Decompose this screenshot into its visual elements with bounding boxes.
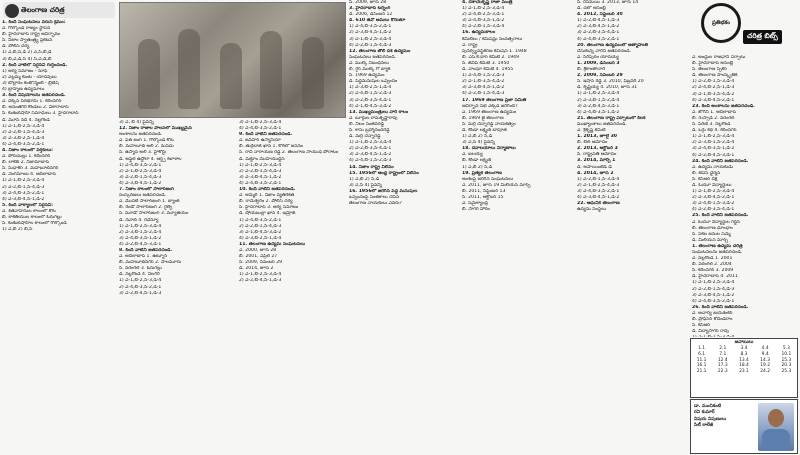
- column-line: 4) ఎ-2,బి-4,సి-3,డి-1: [692, 152, 735, 158]
- column-line: 3) ఎ-4,బి-3,సి-1,డి-2: [692, 146, 735, 152]
- column-line: 3) ఎ-3,బి-4,సి-1,డి-2: [462, 85, 505, 91]
- answer-cell: 22.3: [717, 369, 728, 375]
- column-line: ఎ. ఫత్ జంగ్ 1. గోల్కొండ కోట: [119, 138, 174, 144]
- answers-title: జవాబులు: [734, 340, 754, 345]
- column-line: ఎ. ముల్కీ నిబంధనలు: [349, 60, 389, 66]
- column-line: 2) ఎ-4,బి-1,సి-2,డి-3: [349, 91, 392, 97]
- answer-cell: 18.4: [739, 363, 749, 369]
- column-line: ముఖ్యాంశాలు జతపరచండి.: [577, 121, 627, 127]
- text-column-7: [690, 55, 800, 337]
- column-line: ఎ. అమ్మిరి 1. నిజాం వ్యతిరేకత: [239, 193, 295, 199]
- column-line: 1. కింది సంఘటనలు వరుస క్రమం:: [2, 20, 66, 25]
- column-line: బి. జేఏసీ ఛైర్మన్: [692, 170, 721, 176]
- column-line: 22. ఆధునిక తెలంగాణ: [577, 201, 620, 207]
- column-line: డి. నల్లగొండ 4. నీలగిరి: [119, 272, 160, 278]
- column-line: ఎ. ఆదిలాబాద్ 1. ఉట్నూర్: [119, 254, 168, 260]
- column-line: 2) ఎ-3,బి-1,సి-2,డి-4: [119, 229, 162, 235]
- author-box: [690, 399, 798, 454]
- column-line: 4) ఎ-3,బి-2,సి-1,డి-4: [239, 235, 282, 241]
- column-line: బి. కొండా లక్ష్మణ్: [462, 158, 492, 164]
- column-line: ఎ. అంధ్రుల రాజధాని ఏర్పాటు: [692, 55, 746, 60]
- column-line: ఉద్యమ సంస్థలు: [577, 207, 606, 213]
- column-line: సి. మర్రి చెన్నారెడ్డి నాయకత్వం: [462, 121, 516, 127]
- column-line: బి. మహబూబ్ అలీ 2. మసీదు: [119, 144, 174, 150]
- column-line: డి. అఫ్జల్ ఉద్దౌలా 4. ఆర్ట్స్ కళాశాల: [119, 156, 182, 162]
- column-line: 3) ఎ-2,బి-3,సి-4,డి-1: [349, 97, 392, 103]
- column-line: ఎ. సిరిపురం యాదయ్య: [577, 54, 619, 60]
- answer-cell: 5.3: [782, 346, 790, 351]
- column-line: డి. అపాయింటెడ్ డే: [577, 164, 612, 170]
- column-line: 2) ఎ-3,బి-4,సి-1,డి-2: [577, 24, 620, 30]
- column-line: 3) ఎ-4,బి-3,సి-1,డి-2: [462, 18, 505, 24]
- column-line: బి. శ్రీకాంతాచారి: [577, 67, 606, 73]
- column-line: సి. కుతుబ్‌షాహీల కాలంలో గోల్కొండ: [2, 221, 67, 227]
- column-line: 1) ఎ,బి 2) సి,డి: [462, 134, 493, 140]
- column-line: 3) ఎ-1,బి-2,సి-3,డి-4: [349, 36, 392, 42]
- column-line: డి. కొండా లక్ష్మణ్ బాపూజీ: [462, 127, 507, 133]
- column-line: 1) ఎ-1,బి-2,సి-3,డి-4: [692, 280, 735, 286]
- column-line: 2) ఎ-1,బి-3,సి-4,డి-2: [462, 79, 505, 85]
- section-tag: [3, 2, 115, 18]
- column-line: 1) ఎ,బి 2) సి,డి: [462, 164, 493, 170]
- column-line: బి. గుస్సాడి 2. వరంగల్: [692, 115, 735, 121]
- column-line: సంఘటనలు జతపరచండి.: [349, 54, 397, 60]
- column-line: 8. కింది వాటిని జతపరచండి.: [119, 247, 173, 253]
- column-line: కమిటీలు / కమిషన్లు సంవత్సరాలు: [462, 36, 523, 42]
- column-line: సి. కరీంనగర్ 3. 2009: [692, 268, 734, 274]
- column-line: బి. అనంతగిరి కొండలు 2. వికారాబాద్: [2, 105, 69, 111]
- column-line: 4. 2012, సెప్టెంబర్ 30: [577, 12, 623, 18]
- column-line: 21. తెలంగాణ రాష్ట్ర ఏర్పాటులో కీలక: [577, 115, 646, 121]
- column-line: 3) ఎ,సి 4) పైవన్నీ: [462, 140, 496, 146]
- column-line: 3) ఎ-2,బి-3,సి-4,డి-1: [577, 30, 620, 36]
- column-line: 3) ఎ-1,బి-2,సి-3,డి-4: [239, 120, 282, 125]
- column-line: 14. నిజాం రాష్ట్ర విలీనం: [349, 164, 394, 170]
- column-line: పునర్వ్యవస్థీకరణ కమిషన్ 1. 1948: [462, 48, 527, 54]
- column-line: 2. కింది వాటిలో సరైనవి గుర్తించండి.: [2, 62, 68, 68]
- answers-box: [690, 338, 798, 398]
- answer-cell: 3.4: [740, 346, 748, 351]
- column-line: 2) ఎ-2,బి-1,సి-4,డి-3: [2, 129, 45, 135]
- column-line: ఎ. బూర్గుల రామకృష్ణారావు: [349, 115, 398, 121]
- text-column-2: [117, 120, 237, 455]
- column-line: 3) ఎ-3,బి-4,సి-1,డి-2: [349, 152, 392, 158]
- column-line: డి. మక్దూం మొహియుద్దీన్: [239, 156, 285, 162]
- column-line: ఆవిర్భావ సభ ఎక్కడ జరిగింది?: [462, 103, 518, 109]
- column-line: సి. 2009, జూన్ 28: [349, 0, 387, 5]
- column-line: 12. నిజాం రాజుల పాలనలో ముఖ్యమైన: [119, 126, 192, 132]
- column-line: 4) ఎ-4,బి-3,సి-1,డి-2: [577, 109, 620, 115]
- column-line: డి. కృష్ణయ్య 4. 2010, జూన్ 31: [577, 85, 638, 91]
- column-line: ఎ. గోల్కొండ రాజ్యం స్థాపన: [2, 26, 51, 32]
- column-line: 1) ఎ-4,బి-3,సి-2,డి-1: [349, 24, 392, 30]
- column-line: 12. తెలంగాణ తొలి దశ ఉద్యమం: [349, 48, 411, 54]
- column-line: సి. హైదరాబాద్ 3. ఆర్య సమాజం: [239, 205, 299, 211]
- column-line: 4) ఎ-2,బి-1,సి-4,డి-3: [349, 42, 392, 48]
- column-line: 1) ఎ-1,బి-2,సి-3,డి-4: [119, 278, 162, 284]
- column-line: డి. పోలీస్ చర్య: [2, 44, 30, 50]
- column-line: 3) ఎ-4,బి-3,సి-1,డి-2: [119, 235, 162, 241]
- answer-cell: 21.1: [696, 369, 707, 375]
- column-line: సి. తెలంగాణ స్పీకర్: [692, 67, 727, 73]
- author-line: సిటీ కాలేజీ: [694, 423, 713, 429]
- column-line: 1) ఎ-1,బి-2,సి-3,డి-4: [692, 189, 735, 195]
- column-line: 4) ఎ-4,బి-3,సి-2,డి-1: [2, 141, 45, 147]
- section-tag-label: తెలంగాణ చరిత్ర: [21, 6, 65, 14]
- column-line: ఎ. ఆచార్య జయశంకర్: [692, 310, 733, 316]
- column-line: 23. కింది అంశాలను జతపరచండి.: [692, 103, 755, 109]
- column-line: 18. దేవాలయాలు నిర్మాణాలు: [462, 146, 516, 152]
- carved-figure: [302, 37, 324, 109]
- column-line: బి. 2001, ఏప్రిల్ 27: [239, 254, 278, 260]
- author-line: రవి కుమార్: [694, 410, 715, 416]
- answer-cell: 16.1: [696, 363, 707, 369]
- column-line: 4. 610 జీవో అమలు కోరుతూ: [349, 18, 406, 24]
- column-line: బి. ప్రొఫెసర్ కోదండరాం: [692, 317, 733, 323]
- author-face: [768, 409, 784, 427]
- column-line: 4) బ్రాహ్మణ ఉద్యమాలు: [2, 87, 45, 93]
- column-line: సి. కుతుబ్‌షాహీ సమాధులు 3. హైదరాబాద్: [2, 111, 79, 117]
- column-line: ఎ. 2000, జూన్ 28: [239, 247, 277, 253]
- column-line: 4) ఎ-1,బి-4,సి-3,డి-2: [349, 103, 392, 109]
- column-line: ఎ. సమైక్యాంధ్ర: [462, 201, 488, 207]
- column-line: 2) ఎ-2,బి-1,సి-4,డి-3: [239, 223, 282, 229]
- column-line: డి. చలో అసెంబ్లీ: [577, 6, 606, 12]
- column-line: 1) ఎ-4,బి-1,సి-2,డి-3: [462, 73, 505, 79]
- carved-figure: [260, 31, 282, 109]
- column-line: 2) ఎ-2,బి-3,సి-4,డి-1: [349, 146, 392, 152]
- column-line: 3) ఎ-4,బి-3,సి-2,డి-1: [577, 188, 620, 194]
- column-line: బి. తుర్రేబాజ్ ఖాన్ 1. కోఠిలో జననం: [239, 144, 303, 150]
- column-line: డి. మర్రి చెన్నారెడ్డి: [349, 134, 381, 140]
- column-line: 1) ఎ-2,బి-4,సి-1,డి-3: [577, 18, 620, 24]
- column-line: 2) ఎ-3,బి-4,సి-2,డి-1: [692, 195, 735, 201]
- column-line: 4) ఎ-4,బి-3,సి-2,డి-1: [239, 180, 282, 186]
- column-line: 2) ఎ-4,బి-2,సి-3,డి-1: [462, 12, 505, 18]
- column-line: సి. సుధాకర్ 3. మహబూబ్‌నగర్: [2, 166, 59, 172]
- text-column-5: [460, 0, 575, 455]
- column-line: 3) ఎ, బి 4) పైవన్నీ: [119, 120, 154, 125]
- answer-cell: 12.4: [717, 357, 728, 363]
- author-photo: [758, 403, 794, 451]
- column-line: ఎ. పోరుమల్లు 1. కరీంనగర్: [2, 154, 51, 160]
- answer-cell: 9.4: [761, 351, 769, 357]
- column-line: 2) ఎ-4,బి-3,సి-2,డి-1: [119, 284, 162, 290]
- column-line: 4) ఎ-3,బి-4,సి-2,డి-1: [692, 97, 735, 103]
- column-line: 4. దేశాయ్‌కృష్ణ రాజా మంత్రి: [462, 0, 513, 5]
- sculpture-photo: [119, 2, 346, 118]
- column-line: సి. కేసీఆర్: [692, 323, 711, 329]
- column-line: ఎ. రాష్ట్ర: [462, 42, 478, 48]
- column-line: 4) ఎ-4,బి-3,సి-2,డి-1: [239, 126, 282, 132]
- answer-cell: 10.1: [781, 351, 792, 357]
- column-line: 4. 2014, జూన్ 2: [577, 170, 614, 176]
- column-line: 2) ఎ-2,బి-1,సి-4,డి-3: [692, 286, 735, 292]
- answer-cell: 17.3: [717, 363, 728, 369]
- column-line: 2) ఎ-2,బి-1,సి-4,డి-3: [2, 184, 45, 190]
- column-line: 4) ఎ-2,బి-4,సి-3,డి-1: [119, 241, 162, 247]
- column-line: సి. వరంగల్ 3. ఓరుగల్లు: [119, 266, 162, 272]
- column-line: ఎ. ఐలయ్య: [462, 152, 483, 158]
- column-line: డి. తెలంగాణ సాంస్కృతిక: [692, 73, 738, 79]
- column-line: 3. హైదరాబాద్ టర్నింగ్: [349, 6, 391, 12]
- answer-cell: 6.1: [698, 351, 706, 357]
- column-line: అంశాలను జతపరచండి.: [119, 132, 163, 138]
- column-line: 3) ఎ-1,బి-4,సి-3,డి-2: [239, 229, 282, 235]
- brand-title: చరిత్ర బిట్స్: [743, 30, 782, 44]
- column-line: 4) ఎ-4,బి-1,సి-2,డి-3: [349, 158, 392, 164]
- answer-cell: 11.1: [696, 357, 707, 363]
- column-line: బి. బిల్ ఆమోదం: [577, 140, 608, 146]
- brand-block: [693, 0, 798, 52]
- column-line: 3) ఎ-4,బి-1,సి-3,డి-2: [692, 201, 735, 207]
- column-line: డి. వాంఛూ కమిటీ 4. 1955: [462, 67, 514, 73]
- column-line: 26. కింది వాటిని జతపరచండి.: [692, 304, 749, 310]
- column-line: ఎ. ఉద్యమ నాయకుడు: [692, 164, 734, 170]
- column-line: 3) ఎ-1,బి-3,సి-4,డి-2: [692, 91, 735, 97]
- column-line: 16. 1956లో జరిగిన పెద్ద మనుషుల: [349, 188, 418, 194]
- column-line: బి. కాకతీయుల కాలంలో ఓరుగల్లు: [2, 215, 62, 220]
- column-line: ఎ. నల్లగొండ 1. 2001: [692, 256, 733, 262]
- column-line: బి. మహబూబ్‌నగర్ 2. పాలమూరు: [119, 260, 182, 266]
- text-column-6: [575, 0, 690, 455]
- answer-cell: 15.3: [781, 357, 792, 363]
- column-line: 1) ఎ-1,బి-2,సి-3,డి-4: [462, 6, 505, 12]
- column-line: 3) ఎ-2,బి-1,సి-4,డి-3: [119, 174, 162, 180]
- answer-cell: 4.4: [761, 346, 769, 351]
- answer-cell: 20.3: [781, 363, 792, 369]
- column-line: 1) ఎ,బి 2) బి,సి: [2, 227, 33, 233]
- answers-row: [691, 369, 797, 375]
- column-line: 4) ఎ-4,బి-3,సి-2,డి-1: [577, 36, 620, 42]
- column-line: సి. ఉస్మాన్ అలీ 3. హైకోర్టు: [119, 150, 167, 156]
- column-line: బి. ఎస్.కె.థార్ కమిటీ 2. 1949: [462, 54, 520, 60]
- column-line: 2) ఎ-1,బి-2,సి-4,డి-3: [577, 182, 620, 188]
- column-line: బి. హైదరాబాద్ రాష్ట్ర ఆవిర్భావం: [2, 32, 60, 38]
- column-line: ఎ. శతవాహనుల కాలంలో కోట: [2, 208, 56, 214]
- column-line: సి. రావి నారాయణ రెడ్డి 2. తెలంగాణ సాయుధ పోరాటం: [239, 150, 339, 156]
- column-line: డి. పెద్దమనుషుల ఒప్పందం: [349, 79, 398, 85]
- column-line: సి. జేవీపీ కమిటీ 3. 1950: [462, 60, 510, 66]
- column-line: 1) ఎ,బి,సి,డి 2) ఎ,సి,బి,డి: [2, 50, 52, 56]
- column-line: 1) ఎ-1,బి-2,సి-3,డి-4: [349, 140, 392, 146]
- column-line: 7. నిజాం కాలంలో సాలార్‌జంగ్: [119, 187, 174, 193]
- column-line: 3) ఎ-2,బి-4,సి-1,డి-3: [119, 290, 162, 296]
- column-line: డి. ఒగ్గు కథ 4. కరీంనగర్: [692, 128, 737, 134]
- column-line: 20. తెలంగాణ ఉద్యమంలో ఆత్మాహుతి: [577, 42, 648, 48]
- column-line: సి. కేసీఆర్ దీక్ష: [692, 176, 718, 182]
- carved-figure: [138, 39, 160, 109]
- column-line: 3) ఎ-4,బి-3,సి-2,డి-1: [2, 190, 45, 196]
- column-line: 1) ఎ-1,బి-2,సి-3,డి-4: [2, 178, 45, 184]
- column-line: డి. ఓయూ విద్యార్థులు: [692, 182, 732, 188]
- column-line: సి. మూడో సాలార్‌జంగ్ 3. మ్యూజియం: [119, 211, 189, 217]
- column-line: 2) ఎ-2,బి-4,సి-1,డి-3: [239, 278, 282, 284]
- column-line: 1) ఎ-1,బి-2,సి-3,డి-4: [239, 272, 282, 278]
- column-line: చేసుకున్న వారిని జతపరచండి.: [577, 48, 632, 54]
- column-line: 4) ఎ-3,బి-4,సి-1,డి-2: [577, 195, 620, 200]
- column-line: 1) ఎ-2,బి-1,సి-3,డి-4: [577, 176, 620, 182]
- answer-cell: 23.1: [739, 369, 749, 375]
- column-line: బి. వరంగల్ 2. 2004: [692, 262, 732, 268]
- column-line: 4) ఎ-2,బి-1,సి-4,డి-3: [462, 91, 505, 97]
- column-line: 1) ఎ-1,బి-2,సి-3,డి-4: [2, 123, 45, 129]
- column-line: 3) బొల్లారం కంటోన్మెంట్ - బ్రిటిష్: [2, 80, 59, 86]
- brand-ring: ప్రతిభకం: [701, 3, 741, 43]
- column-line: 3) బి,ఎ,డి,సి 4) సి,ఎ,డి,బి: [2, 56, 52, 62]
- column-line: 1) ఎ-1,బి-2,సి-3,డి-4: [119, 223, 162, 229]
- column-line: 2) ఎ-3,బి-1,సి-2,డి-4: [577, 97, 620, 103]
- answer-cell: 14.3: [760, 357, 771, 363]
- column-line: 13. ముఖ్యమంత్రులు వారి కాలం: [349, 109, 409, 115]
- column-line: 4) ఎ-2,బి-1,సి-3,డి-4: [462, 24, 505, 30]
- column-line: బి. రెండో సాలార్‌జంగ్ 2. రైల్వే: [119, 205, 173, 211]
- column-line: 2. 2013, అక్టోబర్ 3: [577, 146, 618, 152]
- column-line: డి. 2014, జూన్ 2: [239, 266, 274, 272]
- answer-cell: 7.1: [719, 351, 727, 357]
- carved-figure: [178, 29, 200, 109]
- column-line: తెలంగాణ నాయకులు ఎవరు?: [349, 201, 402, 207]
- column-line: 2) ఎ-1,బి-2,సి-3,డి-4: [119, 168, 162, 174]
- column-line: బి. సాగర హారం: [462, 207, 490, 213]
- answer-cell: 13.4: [739, 357, 749, 363]
- column-line: బి. రామేశ్వరం 2. పోలీస్ చర్య: [239, 199, 293, 205]
- column-line: 3) ఎ-3,బి-4,సి-1,డి-2: [239, 174, 282, 180]
- column-line: డి. హైదరాబాద్ 4. 2011: [692, 274, 738, 280]
- column-line: 1) ఎ-1,బి-2,సి-3,డి-4: [577, 91, 620, 97]
- column-line: డి. షోయబుల్లా ఖాన్ 4. ఇమ్రోజ్: [239, 211, 296, 217]
- column-line: 17. 1969 తెలంగాణ ప్రజా సమితి: [462, 97, 527, 103]
- column-line: 9. కింది వాటిని జతపరచండి.: [239, 132, 293, 138]
- column-line: 10. కింది వాటిని జతపరచండి.: [239, 187, 296, 193]
- column-line: 1) ఎ-1,బి-2,సి-3,డి-4: [239, 162, 282, 168]
- column-line: డి. వెంగమాంబ 4. ఆదిలాబాద్: [2, 172, 56, 178]
- column-line: 4) ఎ-2,బి-3,సి-4,డి-1: [692, 207, 735, 213]
- column-line: 5. కింది వాక్యాలలో సరైనవి:: [2, 202, 53, 208]
- column-line: 1. 2009, డిసెంబర్ 3: [577, 60, 620, 66]
- column-line: 16. ఉద్యమకాలం: [462, 30, 496, 36]
- column-line: సి. పేరిణి 3. నల్లగొండ: [692, 122, 731, 128]
- column-line: 1. తెలంగాణ ఉద్యమ చరిత్ర: [692, 243, 743, 249]
- column-line: ఒప్పందంపై సంతకాలు చేసిన: [349, 195, 400, 200]
- column-line: డి. 2006, డిసెంబర్ 12: [349, 12, 393, 18]
- column-line: 15. 1956లో ఆంధ్ర రాష్ట్రంలో విలీనం: [349, 170, 419, 176]
- column-line: 3) ఎ-2,బి-4,సి-3,డి-1: [577, 103, 620, 109]
- column-line: 19. ప్రత్యేక తెలంగాణ: [462, 170, 502, 176]
- column-line: సి. నిజాం స్వాతంత్ర్య ప్రకటన: [2, 38, 53, 44]
- column-line: 2) ఎ-4,బి-2,సి-1,డి-3: [692, 85, 735, 91]
- column-line: ఎ. జవహర్ ఉస్మానియా: [239, 138, 281, 144]
- column-line: బి. 2011, సెప్టెంబర్ 13: [462, 188, 506, 194]
- column-line: 2. 2009, నవంబర్ 29: [577, 73, 623, 79]
- column-line: సి. 2011, అక్టోబర్ 15: [462, 195, 504, 200]
- column-line: సి. 1969 ఉద్యమం: [349, 73, 385, 79]
- author-line: డా. మంచికంటి: [694, 404, 722, 409]
- column-line: 4) ఎ-3,బి-4,సి-1,డి-2: [119, 180, 162, 186]
- column-line: 2) ఎ-3,బి-1,సి-2,డి-4: [692, 140, 735, 146]
- author-credit: [694, 404, 758, 430]
- column-line: బి. 1969 జై తెలంగాణ: [462, 115, 504, 121]
- column-line: 2) ఎల్లమ్మ కుంట - యాదవులు: [2, 74, 57, 80]
- column-line: డి. నవాబ్ 4. రెవెన్యూ: [119, 217, 159, 223]
- text-column-3: [237, 120, 347, 455]
- column-line: డి. మిలియన్ మార్చ్: [692, 237, 728, 243]
- text-column-4: [347, 0, 460, 455]
- author-line: విషయ నిపుణులు: [694, 416, 727, 422]
- answer-cell: 25.3: [781, 369, 792, 375]
- column-line: [692, 335, 798, 337]
- column-line: 1. 2013, జూలై 30: [577, 134, 617, 140]
- author-shirt: [762, 429, 790, 451]
- column-line: 4. నిజాం కాలంలో వర్తకులు:: [2, 147, 54, 153]
- column-line: ఎ. 1969 తెలంగాణ ఉద్యమం: [462, 109, 517, 115]
- column-line: 4) ఎ-3,బి-4,సి-1,డి-2: [2, 196, 45, 202]
- column-line: 3) ఎ,సి 4) పైవన్నీ: [349, 182, 383, 188]
- column-line: 4) ఎ-4,బి-3,సి-2,డి-1: [692, 298, 735, 304]
- column-line: ఎ. ఓయూ విద్యార్థుల గర్జన: [692, 219, 740, 225]
- column-line: బి. తెలంగాణ ధూంధాం: [692, 225, 733, 231]
- column-line: ఎ. జోగినీ 1. ఆదిలాబాద్: [692, 109, 736, 115]
- column-line: 1) ఎ-1,బి-2,సి-3,డి-4: [692, 134, 735, 140]
- column-line: సి. రసమయి 3. 2013, జూన్ 14: [577, 0, 639, 5]
- answer-cell: 8.3: [740, 351, 748, 357]
- column-line: డి. విద్యాసాగర్ రావు: [692, 329, 729, 335]
- column-line: ఎ. శ్రీకృష్ణ కమిటీ: [577, 127, 606, 133]
- column-line: సంస్కరణలు జతపరచండి.: [119, 193, 167, 199]
- column-line: 3. 2014, మార్చి 1: [577, 158, 616, 164]
- column-line: 1) ఎ-4,బి-3,సి-2,డి-1: [119, 162, 162, 168]
- column-line: ఎ. దక్కన్ పీఠభూమి 1. కరీంనగర్: [2, 99, 62, 105]
- column-line: డి. మూసీ నది 4. నల్లగొండ: [2, 117, 50, 123]
- answer-cell: 1.1: [698, 346, 706, 351]
- answer-cell: 19.2: [760, 363, 771, 369]
- column-line: ఎ. 2011, జూన్ 19 మిలియన్ మార్చ్: [462, 182, 531, 188]
- column-line: అంశంపై జరిగిన సంఘటనలు: [462, 176, 514, 182]
- column-line: సి. 2009, నవంబర్ 29: [239, 260, 283, 266]
- column-line: బి. గైర్ ముల్కీ గో బ్యాక్: [349, 67, 391, 73]
- answers-table: [691, 346, 797, 375]
- column-line: 1) ఎ,బి 2) సి,డి: [349, 176, 380, 182]
- column-line: 11. తెలంగాణ ఉద్యమ సంఘటనలు: [239, 241, 305, 247]
- column-line: 3. కింది విషయాలను జతపరచండి.: [2, 93, 66, 99]
- column-line: సి. సకల జనుల సమ్మె: [692, 231, 731, 237]
- column-line: 2) ఎ-2,బి-1,సి-4,డి-3: [239, 168, 282, 174]
- answer-cell: 24.2: [760, 369, 771, 375]
- column-line: సి. రాష్ట్రపతి ఆమోదం: [577, 152, 617, 158]
- column-line: 25. కింది వాటిని జతపరచండి.: [692, 213, 749, 219]
- carved-figure: [220, 43, 242, 109]
- column-line: 1) ఎ-4,బి-3,సి-2,డి-1: [239, 217, 282, 223]
- column-line: 2) ఎ-3,బి-4,సి-1,డి-2: [349, 30, 392, 36]
- column-line: 1) ఆర్య సమాజం - సూఫీ: [2, 68, 48, 74]
- column-line: బి. లాకెట్ 2. నిజామాబాద్: [2, 160, 49, 166]
- column-line: 1) ఎ-2,బి-1,సి-3,డి-4: [692, 79, 735, 85]
- section-logo-icon: [5, 4, 19, 18]
- answer-cell: 2.1: [719, 346, 727, 351]
- column-line: బి. హైదరాబాద్ అసెంబ్లీ: [692, 61, 734, 67]
- column-line: 3) ఎ-3,బి-4,సి-1,డి-2: [692, 292, 735, 298]
- column-line: సి. కాసు బ్రహ్మానందరెడ్డి: [349, 127, 390, 133]
- column-line: సంఘటనలను జతపరచండి.: [692, 250, 743, 255]
- column-line: ఎ. మొదటి సాలార్‌జంగ్ 1. బ్యాంక్: [119, 199, 180, 205]
- column-line: 3) ఎ-3,బి-2,సి-1,డి-4: [2, 135, 45, 141]
- column-line: 1) ఎ-3,బి-2,సి-1,డి-4: [349, 85, 392, 91]
- column-line: బి. నీలం సంజీవరెడ్డి: [349, 121, 385, 127]
- column-line: సి. ఇషాన్ రెడ్డి 3. 2010, ఫిబ్రవరి 20: [577, 79, 644, 85]
- column-line: 24. కింది వాటిని జతపరచండి.: [692, 158, 749, 164]
- text-column-1: [0, 20, 117, 455]
